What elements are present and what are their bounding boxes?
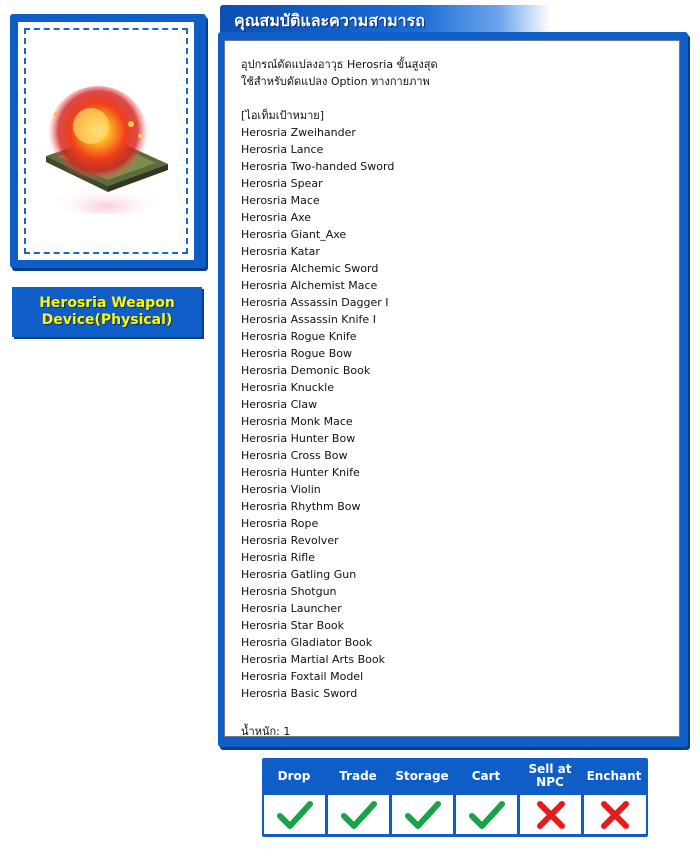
permissions-header-row (262, 758, 648, 794)
target-item: Herosria Basic Sword (241, 687, 358, 700)
check-icon (341, 800, 377, 830)
target-item: Herosria Launcher (241, 602, 342, 615)
permission-header: Drop (277, 768, 311, 783)
target-item: Herosria Assassin Knife I (241, 313, 376, 326)
check-icon (469, 800, 505, 830)
permission-cell (520, 795, 581, 834)
permissions-value-row (264, 795, 646, 834)
permission-header: Trade (339, 768, 377, 783)
permission-header: Storage (395, 768, 449, 783)
target-item: Herosria Assassin Dagger I (241, 296, 389, 309)
target-item: Herosria Rogue Knife (241, 330, 357, 343)
section-title-tab (220, 5, 550, 34)
permission-header: Cart (471, 768, 501, 783)
target-item: Herosria Rhythm Bow (241, 500, 361, 513)
target-item: Herosria Mace (241, 194, 320, 207)
item-weight: น้ำหนัก: 1 (241, 725, 291, 738)
item-name-line2: Device(Physical) (41, 312, 173, 328)
description-panel (218, 32, 688, 747)
permission-header: Enchant (586, 768, 642, 783)
target-item: Herosria Alchemic Sword (241, 262, 379, 275)
target-item: Herosria Two-handed Sword (241, 160, 395, 173)
permission-cell (584, 795, 646, 834)
target-item: Herosria Shotgun (241, 585, 337, 598)
target-item: Herosria Zweihander (241, 126, 356, 139)
target-item: Herosria Claw (241, 398, 318, 411)
target-item: Herosria Gatling Gun (241, 568, 357, 581)
permission-cell (264, 795, 325, 834)
target-items-list (241, 124, 661, 702)
target-item: Herosria Knuckle (241, 381, 334, 394)
check-icon (405, 800, 441, 830)
description-line: อุปกรณ์ดัดแปลงอาวุธ Herosria ขั้นสูงสุด (241, 58, 438, 71)
target-item: Herosria Rifle (241, 551, 315, 564)
permission-cell (328, 795, 389, 834)
target-item: Herosria Lance (241, 143, 324, 156)
page-title: คุณสมบัติและความสามารถ (234, 11, 425, 30)
weapon-device-icon (36, 74, 186, 214)
item-name-line1: Herosria Weapon (39, 295, 175, 311)
description-text (241, 56, 661, 702)
target-item: Herosria Rope (241, 517, 319, 530)
check-icon (277, 800, 313, 830)
target-item: Herosria Hunter Bow (241, 432, 356, 445)
target-item: Herosria Demonic Book (241, 364, 371, 377)
target-item: Herosria Axe (241, 211, 312, 224)
target-item: Herosria Rogue Bow (241, 347, 352, 360)
target-item: Herosria Hunter Knife (241, 466, 360, 479)
description-box (224, 40, 680, 737)
target-item: Herosria Martial Arts Book (241, 653, 385, 666)
target-item: Herosria Monk Mace (241, 415, 353, 428)
item-name-plate (12, 287, 202, 337)
target-item: Herosria Violin (241, 483, 321, 496)
target-item: Herosria Katar (241, 245, 320, 258)
target-item: Herosria Cross Bow (241, 449, 348, 462)
item-image-card (10, 14, 206, 268)
item-image-frame (18, 22, 194, 260)
description-line: ใช้สำหรับดัดแปลง Option ทางกายภาพ (241, 75, 430, 88)
target-item: Herosria Giant_Axe (241, 228, 347, 241)
cross-icon (536, 800, 566, 830)
permission-cell (456, 795, 517, 834)
item-name (39, 295, 175, 329)
blank-line (241, 90, 661, 107)
permission-cell (392, 795, 453, 834)
permissions-table (262, 758, 648, 837)
target-item: Herosria Gladiator Book (241, 636, 373, 649)
target-item: Herosria Spear (241, 177, 323, 190)
target-items-header: [ไอเท็มเป้าหมาย] (241, 109, 325, 122)
target-item: Herosria Star Book (241, 619, 345, 632)
cross-icon (600, 800, 630, 830)
target-item: Herosria Foxtail Model (241, 670, 364, 683)
target-item: Herosria Revolver (241, 534, 339, 547)
target-item: Herosria Alchemist Mace (241, 279, 378, 292)
permission-header: Sell at NPC (528, 762, 572, 789)
